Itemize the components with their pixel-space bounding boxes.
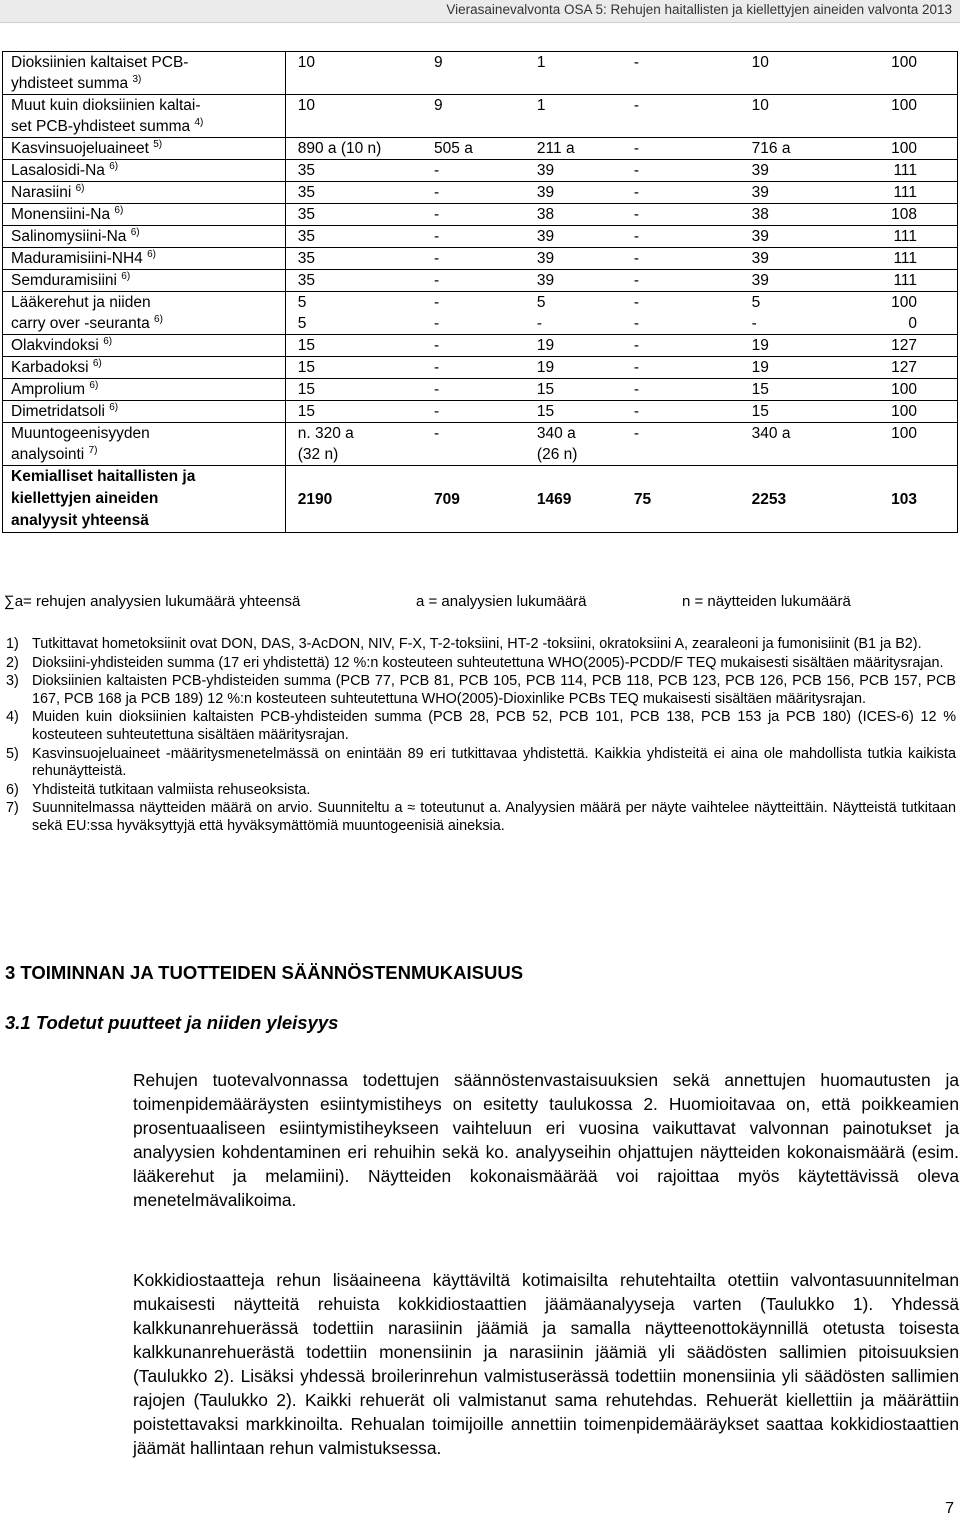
footnote-text: Muiden kuin dioksiinien kaltaisten PCB-yhdisteiden summa (PCB 28, PCB 52, PCB 101, PCB 138, PCB 153 ja PCB 180) (ICES-6) 12 % kosteuteen suhteutettuna sisältäen määritysrajan. (32, 709, 956, 743)
legend-a: a = analyysien lukumäärä (416, 593, 587, 610)
total-c2: 709 (422, 466, 525, 533)
table-row (3, 423, 958, 466)
footnote-text: Dioksiinien kaltaisten PCB-yhdisteiden summa (PCB 77, PCB 81, PCB 105, PCB 114, PCB 118, PCB 123, PCB 126, PCB 156, PCB 157, PCB 167, PCB 168 ja PCB 189) 12 %:n kosteuteen suhteutettuna WHO(2005)-Dioxinlike PCBs TEQ mukaisesti sisältäen määritysrajan. (32, 673, 956, 707)
cell-c1: 15 (285, 357, 422, 379)
cell-c5: 39 (740, 226, 858, 248)
cell-c1: 5 5 (285, 292, 422, 335)
cell-c3: 5 - (525, 292, 622, 335)
row-label-line: Narasiini (11, 184, 72, 201)
row-label-line: Semduramisiini (11, 272, 117, 289)
cell-c6: 100 (858, 423, 958, 466)
row-label-line: Lasalosidi-Na (11, 162, 105, 179)
cell-c6: 111 (858, 248, 958, 270)
cell-c4: - (622, 423, 740, 466)
footnote-ref: 6) (109, 161, 119, 172)
cell-c2: - (422, 160, 525, 182)
cell-c5: 39 (740, 270, 858, 292)
total-c5: 2253 (740, 466, 858, 533)
cell-c1: 15 (285, 401, 422, 423)
table-row (3, 204, 958, 226)
footnote-text: Tutkittavat hometoksiinit ovat DON, DAS, 3-AcDON, NIV, F-X, T-2-toksiini, HT-2 -toksiini, okratoksiini A, zearaleoni ja fumonisiinit (B1 ja B2). (32, 636, 922, 652)
row-label (3, 379, 286, 401)
cell-c2: - (422, 182, 525, 204)
cell-c6: 111 (858, 270, 958, 292)
cell-c1: 35 (285, 182, 422, 204)
cell-c5: 19 (740, 357, 858, 379)
cell-c4: - (622, 204, 740, 226)
cell-c2: 9 (422, 52, 525, 95)
row-label-line: Kasvinsuojeluaineet (11, 140, 149, 157)
table-row (3, 292, 958, 335)
row-label-line: Karbadoksi (11, 359, 89, 376)
cell-c6: 111 (858, 160, 958, 182)
row-label-line: analyysit yhteensä (11, 512, 149, 529)
row-label-line: Amprolium (11, 381, 86, 398)
total-row (3, 466, 958, 533)
cell-c2: 9 (422, 95, 525, 138)
row-label-line: carry over -seuranta (11, 315, 150, 332)
cell-c4: - (622, 182, 740, 204)
table-row (3, 52, 958, 95)
cell-c4: - (622, 357, 740, 379)
cell-c1: 35 (285, 226, 422, 248)
cell-c1: 15 (285, 335, 422, 357)
cell-c1: 15 (285, 379, 422, 401)
cell-c4: - (622, 226, 740, 248)
cell-c4: - (622, 52, 740, 95)
footnote-number: 7) (6, 800, 19, 817)
cell-c5: 39 (740, 160, 858, 182)
row-label (3, 52, 286, 95)
row-label-line: Salinomysiini-Na (11, 228, 127, 245)
footnote (6, 636, 956, 654)
analysis-table (2, 51, 958, 533)
cell-c2: - (422, 423, 525, 466)
cell-c4: - (622, 335, 740, 357)
cell-c5: 39 (740, 182, 858, 204)
row-label-line: analysointi (11, 446, 85, 463)
footnote-number: 5) (6, 745, 19, 762)
row-label-line: Dimetridatsoli (11, 403, 105, 420)
cell-c2: - (422, 270, 525, 292)
footnote-ref: 6) (154, 314, 163, 325)
footnote (6, 782, 956, 800)
cell-c3: 1 (525, 95, 622, 138)
footnote-number: 2) (6, 654, 19, 671)
cell-c2: - (422, 248, 525, 270)
cell-c4: - (622, 401, 740, 423)
cell-c5: 10 (740, 52, 858, 95)
total-c6: 103 (858, 466, 958, 533)
table-row (3, 270, 958, 292)
table-row (3, 226, 958, 248)
row-label (3, 270, 286, 292)
footnote-ref: 3) (132, 74, 142, 85)
row-label-line: yhdisteet summa (11, 75, 129, 92)
footnote (6, 655, 956, 673)
row-label (3, 335, 286, 357)
row-label (3, 423, 286, 466)
cell-c5: 340 a (740, 423, 858, 466)
cell-c4: - (622, 379, 740, 401)
cell-c1: 10 (285, 52, 422, 95)
row-label (3, 401, 286, 423)
section-heading: 3 TOIMINNAN JA TUOTTEIDEN SÄÄNNÖSTENMUKAISUUS (5, 962, 524, 983)
row-label-line: Muuntogeenisyyden (11, 425, 150, 442)
cell-c6: 100 (858, 52, 958, 95)
footnote (6, 673, 956, 708)
footnote-ref: 6) (147, 249, 156, 260)
cell-c5: 716 a (740, 138, 858, 160)
total-label (3, 466, 286, 533)
cell-c5: 15 (740, 379, 858, 401)
cell-c2: - (422, 357, 525, 379)
cell-c2: - (422, 226, 525, 248)
footnote-ref: 4) (194, 117, 204, 128)
table-row (3, 379, 958, 401)
cell-c1: 35 (285, 160, 422, 182)
footnote-ref: 6) (89, 380, 99, 391)
paragraph-1: Rehujen tuotevalvonnassa todettujen säännöstenvastaisuuksien sekä annettujen huomautusten ja toimenpidemääräysten esiintymistiheys on esitetty taulukossa 2. Huomioitavaa on, että poikkeamien prosentuaaliseen esiintymistiheykseen vaihteluun eri vuosina vaikuttavat valvonnan painotukset ja analyysien kohdentaminen eri rehuihin sekä ko. analyyseihin ohjattujen näytteiden kokonaismäärä (esim. lääkerehut ja melamiini). Näytteiden kokonaismäärää voi rajoittaa myös käytettävissä oleva menetelmävalikoima. (133, 1070, 959, 1210)
row-label-line: kiellettyjen aineiden (11, 490, 159, 507)
footnote-text: Suunnitelmassa näytteiden määrä on arvio. Suunniteltu a ≈ toteutunut a. Analyysien määrä per näyte vaihtelee näytteittäin. Näytteistä tutkitaan sekä EU:ssa hyväksyttyjä että hyväksymättömiä muuntogeenisiä aineksia. (32, 800, 956, 834)
cell-c2: - (422, 401, 525, 423)
row-label (3, 182, 286, 204)
table-row (3, 160, 958, 182)
row-label-line: Kemialliset haitallisten ja (11, 468, 196, 485)
cell-c6: 111 (858, 182, 958, 204)
footnote-ref: 6) (75, 183, 85, 194)
cell-c5: 38 (740, 204, 858, 226)
cell-c2: - - (422, 292, 525, 335)
row-label-line: Maduramisiini-NH4 (11, 250, 143, 267)
cell-c3: 211 a (525, 138, 622, 160)
cell-c5: 5 - (740, 292, 858, 335)
cell-c5: 39 (740, 248, 858, 270)
cell-c3: 15 (525, 401, 622, 423)
header-title: Vierasainevalvonta OSA 5: Rehujen haitallisten ja kiellettyjen aineiden valvonta 2013 (446, 2, 952, 17)
footnote-ref: 7) (88, 445, 98, 456)
footnote-number: 4) (6, 709, 19, 726)
cell-c6: 100 (858, 379, 958, 401)
cell-c6: 100 (858, 138, 958, 160)
row-label-line: Olakvindoksi (11, 337, 99, 354)
row-label-line: Monensiini-Na (11, 206, 111, 223)
footnote-text: Dioksiini-yhdisteiden summa (17 eri yhdistettä) 12 %:n kosteuteen suhteutettuna WHO(2005)-PCDD/F TEQ mukaisesti sisältäen määritysrajan. (32, 654, 944, 671)
section-subheading: 3.1 Todetut puutteet ja niiden yleisyys (5, 1012, 339, 1033)
cell-c4: - (622, 248, 740, 270)
footnote-ref: 6) (121, 271, 131, 282)
cell-c4: - (622, 160, 740, 182)
total-c3: 1469 (525, 466, 622, 533)
row-label (3, 138, 286, 160)
row-label (3, 204, 286, 226)
total-c4: 75 (622, 466, 740, 533)
cell-c5: 19 (740, 335, 858, 357)
footnote (6, 800, 956, 835)
table-row (3, 138, 958, 160)
cell-c2: 505 a (422, 138, 525, 160)
footnote-ref: 6) (114, 205, 124, 216)
row-label (3, 292, 286, 335)
cell-c6: 108 (858, 204, 958, 226)
cell-c3: 19 (525, 335, 622, 357)
cell-c3: 39 (525, 226, 622, 248)
cell-c3: 39 (525, 160, 622, 182)
paragraph-2: Kokkidiostaatteja rehun lisäaineena käyttäviltä kotimaisilta rehutehtailta otettiin valvontasuunnitelman mukaisesti näytteitä rehuista kokkidiostaattien jäämäanalyyseja varten (Taulukko 1). Yhdessä kalkkunanrehuerässä todettiin narasiinin jäämiä ja samalla näytteenottokäynnillä otetusta toisesta kalkkunanrehuerästä todettiin monensiinin ja narasiinin jäämiä yli säädösten sallimien pitoisuuksien (Taulukko 2). Lisäksi yhdessä broilerinrehun valmistuserässä todettiin monensiinia yli säädösten sallimien rajojen (Taulukko 2). Kaikki rehuerät oli valmistanut sama rehutehdas. Rehuerät kiellettiin ja määrättiin poistettavaksi markkinoilta. Rehualan toimijoille annettiin toimenpidemääräykset saattaa kokkidiostaattien jäämät hallintaan rehun valmistuksessa. (133, 1270, 959, 1458)
cell-c3: 39 (525, 248, 622, 270)
footnote (6, 746, 956, 781)
cell-c6: 100 0 (858, 292, 958, 335)
page-number: 7 (945, 1500, 954, 1517)
cell-c4: - (622, 95, 740, 138)
cell-c3: 39 (525, 182, 622, 204)
row-label-line: Lääkerehut ja niiden (11, 294, 151, 311)
footnote-ref: 6) (130, 227, 140, 238)
cell-c1: 35 (285, 248, 422, 270)
cell-c2: - (422, 204, 525, 226)
cell-c6: 100 (858, 401, 958, 423)
table-row (3, 357, 958, 379)
table-row (3, 401, 958, 423)
footnote-number: 1) (6, 636, 19, 652)
footnote-text: Kasvinsuojeluaineet -määritysmenetelmässä on enintään 89 eri tutkittavaa yhdistettä. Kaikkia yhdisteitä ei aina ole mahdollista tutkia kaikista rehunäytteistä. (32, 745, 956, 780)
cell-c6: 127 (858, 357, 958, 379)
cell-c5: 15 (740, 401, 858, 423)
footnote-ref: 6) (109, 402, 119, 413)
table-row (3, 95, 958, 138)
cell-c3: 1 (525, 52, 622, 95)
cell-c1: 35 (285, 270, 422, 292)
cell-c1: n. 320 a (32 n) (285, 423, 422, 466)
cell-c6: 111 (858, 226, 958, 248)
legend-n: n = näytteiden lukumäärä (682, 593, 851, 610)
cell-c3: 15 (525, 379, 622, 401)
footnote-ref: 6) (103, 336, 113, 347)
cell-c2: - (422, 379, 525, 401)
footnote-number: 6) (6, 781, 19, 798)
cell-c1: 890 a (10 n) (285, 138, 422, 160)
row-label (3, 95, 286, 138)
row-label (3, 248, 286, 270)
table-row (3, 182, 958, 204)
cell-c3: 38 (525, 204, 622, 226)
row-label-line: Muut kuin dioksiinien kaltai- (11, 97, 201, 114)
row-label (3, 160, 286, 182)
table-row (3, 335, 958, 357)
row-label-line: Dioksiinien kaltaiset PCB- (11, 54, 189, 71)
footnote-number: 3) (6, 673, 19, 690)
row-label (3, 357, 286, 379)
cell-c4: - (622, 138, 740, 160)
row-label (3, 226, 286, 248)
cell-c5: 10 (740, 95, 858, 138)
footnote-ref: 6) (92, 358, 102, 369)
cell-c1: 35 (285, 204, 422, 226)
total-c1: 2190 (285, 466, 422, 533)
cell-c4: - - (622, 292, 740, 335)
footnotes (6, 636, 956, 837)
cell-c3: 340 a (26 n) (525, 423, 622, 466)
cell-c3: 39 (525, 270, 622, 292)
footnote-ref: 5) (153, 139, 163, 150)
cell-c4: - (622, 270, 740, 292)
legend-sum: ∑a= rehujen analyysien lukumäärä yhteensä (4, 593, 301, 610)
cell-c6: 100 (858, 95, 958, 138)
cell-c1: 10 (285, 95, 422, 138)
table-row (3, 248, 958, 270)
footnote-text: Yhdisteitä tutkitaan valmiista rehuseoksista. (32, 781, 311, 798)
page-header (0, 0, 960, 23)
row-label-line: set PCB-yhdisteet summa (11, 118, 191, 135)
cell-c6: 127 (858, 335, 958, 357)
footnote (6, 709, 956, 744)
cell-c3: 19 (525, 357, 622, 379)
cell-c2: - (422, 335, 525, 357)
